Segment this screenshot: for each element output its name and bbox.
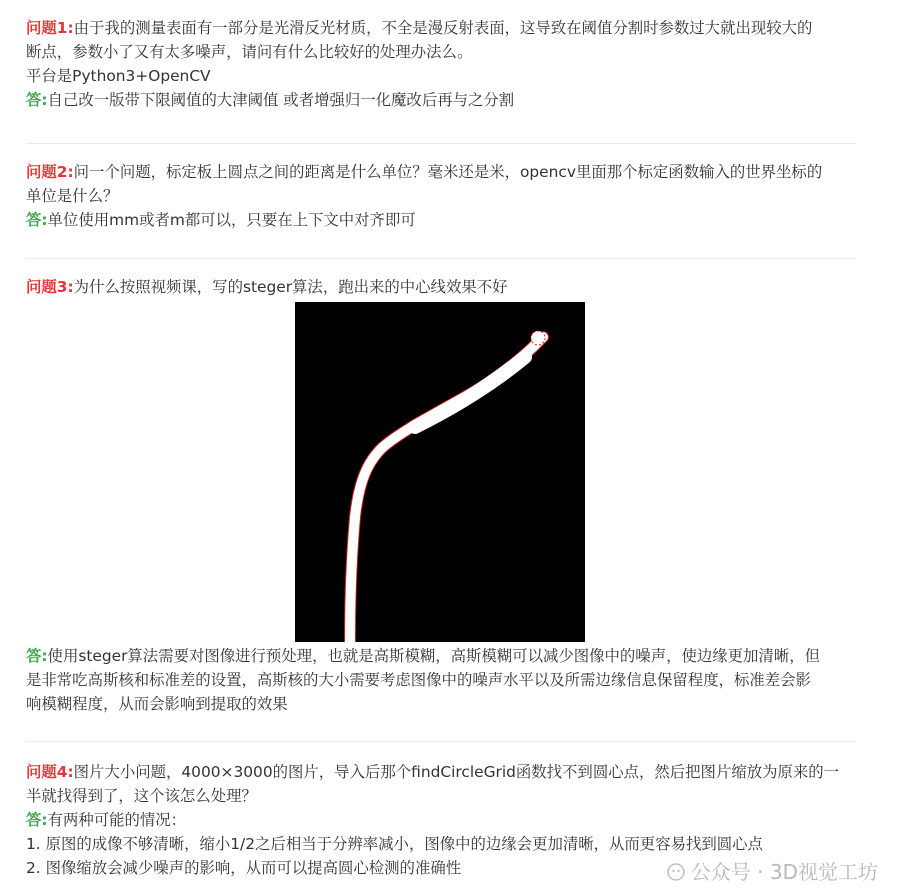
question-3 xyxy=(26,275,858,299)
question-text-cont: 单位是什么？ xyxy=(26,187,119,205)
question-text: 为什么按照视频课，写的steger算法，跑出来的中心线效果不好 xyxy=(73,278,508,296)
answer-1 xyxy=(26,88,858,112)
answer-text-cont: 响模糊程度，从而会影响到提取的效果 xyxy=(26,695,288,713)
answer-text: 使用steger算法需要对图像进行预处理，也就是高斯模糊，高斯模糊可以减少图像中的噪声，使边缘更加清晰，但 xyxy=(47,647,820,665)
answer-4 xyxy=(26,808,858,832)
question-2 xyxy=(26,160,858,184)
wechat-icon xyxy=(667,863,685,881)
list-item-2: 2. 图像缩放会减少噪声的影响，从而可以提高圆心检测的准确性 xyxy=(26,859,462,877)
divider xyxy=(26,258,856,259)
answer-2 xyxy=(26,208,858,232)
question-4 xyxy=(26,760,858,784)
qa-block-2 xyxy=(26,160,858,232)
platform-text: 平台是Python3+OpenCV xyxy=(26,67,211,85)
qa-block-3 xyxy=(26,275,858,299)
answer-text: 有两种可能的情况： xyxy=(47,811,187,829)
question-text-cont: 半就找得到了，这个该怎么处理？ xyxy=(26,787,257,805)
question-text: 由于我的测量表面有一部分是光滑反光材质，不全是漫反射表面，这导致在阈值分割时参数过大就出现较大的 xyxy=(73,19,813,37)
question-1 xyxy=(26,16,858,40)
question-text-cont: 断点，参数小了又有太多噪声，请问有什么比较好的处理办法么。 xyxy=(26,43,473,61)
watermark-text: 公众号 · 3D视觉工坊 xyxy=(690,860,878,884)
answer-block-3 xyxy=(26,644,858,716)
divider xyxy=(26,143,856,144)
answer-label: 答: xyxy=(26,647,48,665)
answer-text: 单位使用mm或者m都可以，只要在上下文中对齐即可 xyxy=(47,211,416,229)
answer-label: 答: xyxy=(26,211,48,229)
question-text: 问一个问题，标定板上圆点之间的距离是什么单位？毫米还是米，opencv里面那个标定函数输入的世界坐标的 xyxy=(73,163,823,181)
laser-centerline-image xyxy=(295,302,585,642)
question-text: 图片大小问题，4000×3000的图片，导入后那个findCircleGrid函数找不到圆心点，然后把图片缩放为原来的一 xyxy=(73,763,840,781)
qa-block-1 xyxy=(26,16,858,112)
question-label: 问题4: xyxy=(26,763,74,781)
list-item-1: 1. 原图的成像不够清晰，缩小1/2之后相当于分辨率减小，图像中的边缘会更加清晰，从而更容易找到圆心点 xyxy=(26,835,763,853)
question-label: 问题2: xyxy=(26,163,74,181)
answer-3 xyxy=(26,644,858,668)
divider xyxy=(26,741,856,742)
question-label: 问题1: xyxy=(26,19,74,37)
answer-text: 自己改一版带下限阈值的大津阈值 或者增强归一化魔改后再与之分割 xyxy=(47,91,515,109)
answer-text-cont: 是非常吃高斯核和标准差的设置，高斯核的大小需要考虑图像中的噪声水平以及所需边缘信息保留程度，标准差会影 xyxy=(26,671,811,689)
wechat-watermark xyxy=(667,858,878,886)
question-label: 问题3: xyxy=(26,278,74,296)
steger-result-image xyxy=(295,302,585,642)
answer-label: 答: xyxy=(26,91,48,109)
answer-label: 答: xyxy=(26,811,48,829)
